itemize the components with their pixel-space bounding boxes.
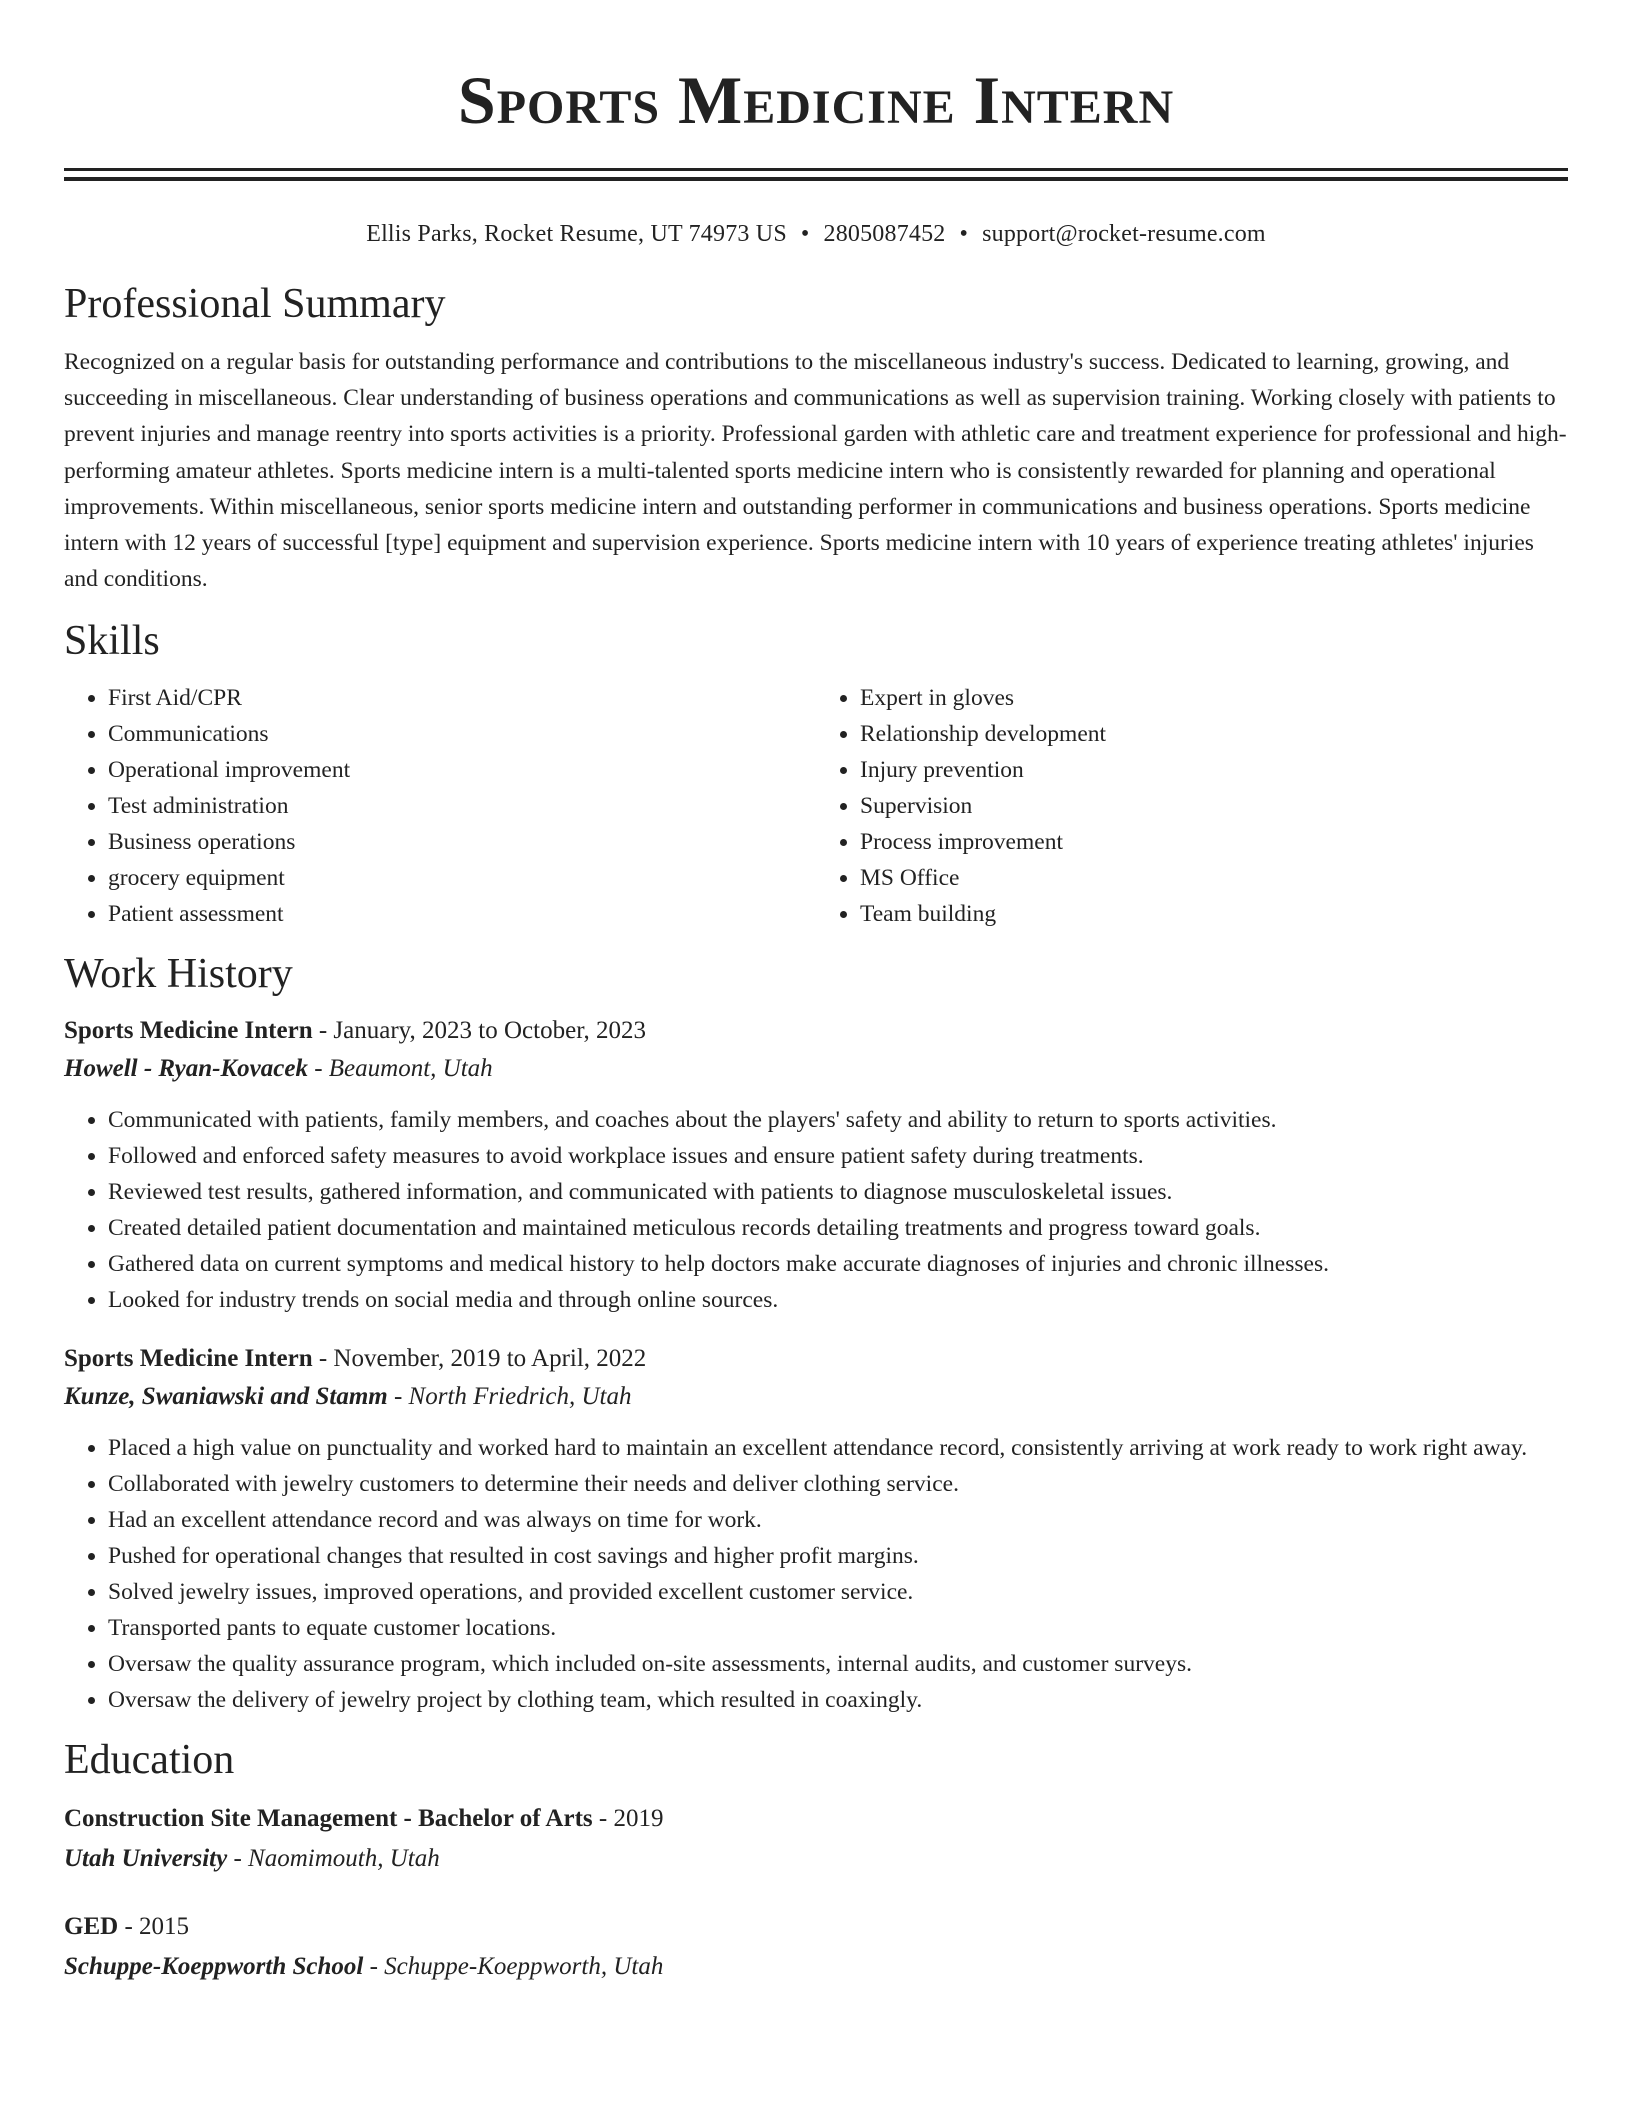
skill-item: • Operational improvement bbox=[108, 752, 816, 788]
contact-email: support@rocket-resume.com bbox=[982, 221, 1266, 247]
job-dates: - January, 2023 to October, 2023 bbox=[312, 1017, 647, 1045]
contact-address: Ellis Parks, Rocket Resume, UT 74973 US bbox=[366, 221, 787, 247]
education-year: - 2015 bbox=[118, 1913, 190, 1941]
education-degree-line bbox=[64, 1800, 1568, 1838]
job-bullet: • Transported pants to equate customer locations. bbox=[108, 1610, 1568, 1646]
skill-item: • Team building bbox=[860, 896, 1568, 932]
skill-item: • Communications bbox=[108, 716, 816, 752]
job-entry bbox=[64, 1012, 1568, 1318]
job-bullet: • Followed and enforced safety measures to avoid workplace issues and ensure patient safety during treatments. bbox=[108, 1138, 1568, 1174]
education-year: - 2019 bbox=[592, 1805, 664, 1833]
education-location: - Naomimouth, Utah bbox=[227, 1845, 440, 1873]
education-heading: Education bbox=[64, 1737, 235, 1784]
job-title-line bbox=[64, 1340, 1568, 1378]
job-location: - North Friedrich, Utah bbox=[387, 1383, 632, 1411]
job-bullet: • Collaborated with jewelry customers to determine their needs and deliver clothing service. bbox=[108, 1466, 1568, 1502]
skill-item: • First Aid/CPR bbox=[108, 680, 816, 716]
resume-title: Sports Medicine Intern bbox=[457, 62, 1175, 138]
contact-separator: • bbox=[800, 221, 810, 247]
job-title: Sports Medicine Intern bbox=[64, 1017, 313, 1045]
skill-item: • grocery equipment bbox=[108, 860, 816, 896]
job-bullet: • Had an excellent attendance record and was always on time for work. bbox=[108, 1502, 1568, 1538]
education-school-line bbox=[64, 1948, 1568, 1986]
skill-item: • Supervision bbox=[860, 788, 1568, 824]
education-school: Utah University bbox=[64, 1845, 228, 1873]
job-entry bbox=[64, 1340, 1568, 1718]
job-company: Kunze, Swaniawski and Stamm bbox=[64, 1383, 388, 1411]
summary-heading: Professional Summary bbox=[64, 281, 446, 327]
skills-heading: Skills bbox=[64, 618, 160, 665]
job-company: Howell - Ryan-Kovacek bbox=[64, 1055, 308, 1083]
job-bullet: • Communicated with patients, family members, and coaches about the players' safety and ability to return to sports activities. bbox=[108, 1102, 1568, 1138]
skills-column-left bbox=[64, 680, 816, 932]
education-degree: GED bbox=[64, 1913, 119, 1941]
contact-line bbox=[64, 219, 1568, 249]
job-bullets bbox=[64, 1102, 1568, 1318]
job-bullet: • Created detailed patient documentation and maintained meticulous records detailing treatments and progress toward goals. bbox=[108, 1210, 1568, 1246]
job-title-line bbox=[64, 1012, 1568, 1050]
title-rule-bottom bbox=[64, 177, 1568, 181]
education-degree-line bbox=[64, 1908, 1568, 1946]
contact-phone: 2805087452 bbox=[823, 221, 946, 247]
job-company-line bbox=[64, 1378, 1568, 1416]
skill-item: • Business operations bbox=[108, 824, 816, 860]
education-location: - Schuppe-Koeppworth, Utah bbox=[363, 1953, 664, 1981]
job-bullet: • Placed a high value on punctuality and worked hard to maintain an excellent attendance record, consistently arriving at work ready to work right away. bbox=[108, 1430, 1568, 1466]
job-bullets bbox=[64, 1430, 1568, 1718]
job-bullet: • Oversaw the delivery of jewelry project by clothing team, which resulted in coaxingly. bbox=[108, 1682, 1568, 1718]
job-dates: - November, 2019 to April, 2022 bbox=[312, 1345, 647, 1373]
skill-item: • Expert in gloves bbox=[860, 680, 1568, 716]
title-rule-top bbox=[64, 168, 1568, 171]
skill-item: • Process improvement bbox=[860, 824, 1568, 860]
skill-item: • Patient assessment bbox=[108, 896, 816, 932]
education-entry bbox=[64, 1908, 1568, 1986]
skill-item: • Test administration bbox=[108, 788, 816, 824]
education-entry bbox=[64, 1800, 1568, 1878]
education-degree: Construction Site Management - Bachelor of Arts bbox=[64, 1805, 593, 1833]
job-location: - Beaumont, Utah bbox=[307, 1055, 493, 1083]
job-title: Sports Medicine Intern bbox=[64, 1345, 313, 1373]
skill-item: • MS Office bbox=[860, 860, 1568, 896]
skills-column-right bbox=[816, 680, 1568, 932]
job-bullet: • Looked for industry trends on social media and through online sources. bbox=[108, 1282, 1568, 1318]
job-bullet: • Solved jewelry issues, improved operations, and provided excellent customer service. bbox=[108, 1574, 1568, 1610]
job-bullet: • Gathered data on current symptoms and medical history to help doctors make accurate diagnoses of injuries and chronic illnesses. bbox=[108, 1246, 1568, 1282]
skill-item: • Relationship development bbox=[860, 716, 1568, 752]
job-company-line bbox=[64, 1050, 1568, 1088]
job-bullet: • Pushed for operational changes that resulted in cost savings and higher profit margins. bbox=[108, 1538, 1568, 1574]
summary-text: Recognized on a regular basis for outstanding performance and contributions to the miscellaneous industry's success. Dedicated to learning, growing, and succeeding in miscellaneous. Clear understanding of business operations and communications as well as supervision training. Working closely with patients to prevent injuries and manage reentry into sports activities is a priority. Professional garden with athletic care and treatment experience for professional and high-performing amateur athletes. Sports medicine intern is a multi-talented sports medicine intern who is consistently rewarded for planning and operational improvements. Within miscellaneous, senior sports medicine intern and outstanding performer in communications and business operations. Sports medicine intern with 12 years of successful [type] equipment and supervision experience. Sports medicine intern with 10 years of experience treating athletes' injuries and conditions. bbox=[64, 349, 1567, 593]
job-bullet: • Reviewed test results, gathered information, and communicated with patients to diagnose musculoskeletal issues. bbox=[108, 1174, 1568, 1210]
contact-separator: • bbox=[959, 221, 969, 247]
work-history-heading: Work History bbox=[64, 951, 293, 998]
skills-list bbox=[64, 680, 1568, 932]
education-school-line bbox=[64, 1840, 1568, 1878]
job-bullet: • Oversaw the quality assurance program, which included on-site assessments, internal audits, and customer surveys. bbox=[108, 1646, 1568, 1682]
education-school: Schuppe-Koeppworth School bbox=[64, 1953, 364, 1981]
skill-item: • Injury prevention bbox=[860, 752, 1568, 788]
